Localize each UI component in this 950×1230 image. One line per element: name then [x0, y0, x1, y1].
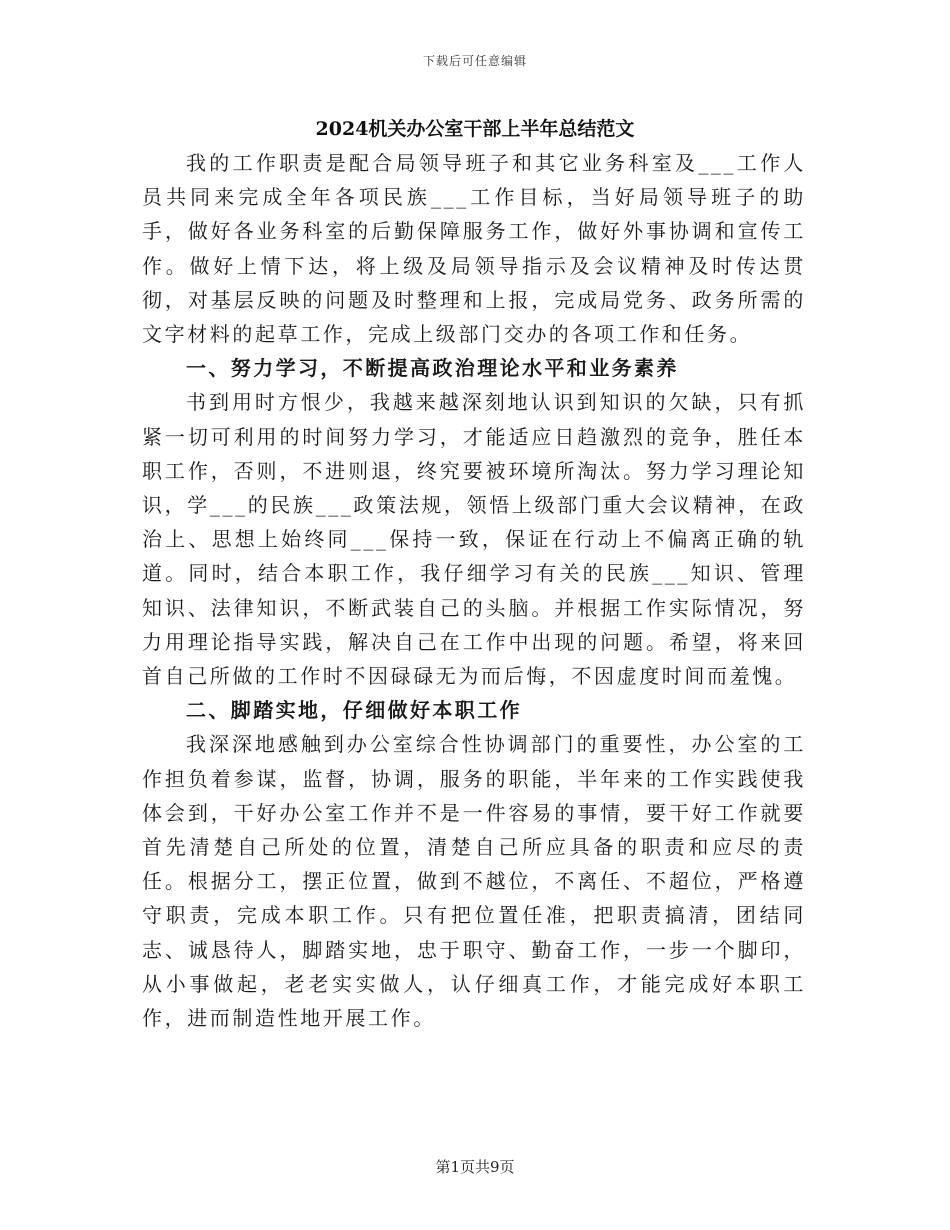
- section-1-heading: 一、努力学习，不断提高政治理论水平和业务素养: [186, 356, 679, 381]
- page-header-note: 下载后可任意编辑: [422, 54, 527, 68]
- section-1-paragraph: 书到用时方恨少，我越来越深刻地认识到知识的欠缺，只有抓紧一切可利用的时间努力学习，才能适应日趋激烈的竞争，胜任本职工作，否则，不进则退，终究要被环境所淘汰。努力学习理论知识，学___的民族___政策法规，领悟上级部门重大会议精神，在政治上、思想上始终同___保持一致，保证在行动上不偏离正确的轨道。同时，结合本职工作，我仔细学习有关的民族___知识、管理知识、法律知识，不断武装自己的头脑。并根据工作实际情况，努力用理论指导实践，解决自己在工作中出现的问题。希望，将来回首自己所做的工作时不因碌碌无为而后悔，不因虚度时间而羞愧。: [142, 390, 806, 689]
- section-2-paragraph: 我深深地感触到办公室综合性协调部门的重要性，办公室的工作担负着参谋，监督，协调，服务的职能，半年来的工作实践使我体会到，干好办公室工作并不是一件容易的事情，要干好工作就要首先清楚自己所处的位置，清楚自己所应具备的职责和应尽的责任。根据分工，摆正位置，做到不越位，不离任、不超位，严格遵守职责，完成本职工作。只有把位置任准，把职责搞清，团结同志、诚恳待人，脚踏实地，忠于职守、勤奋工作，一步一个脚印，从小事做起，老老实实做人，认仔细真工作，才能完成好本职工作，进而制造性地开展工作。: [142, 732, 806, 1031]
- document-title: 2024机关办公室干部上半年总结范文: [315, 118, 635, 140]
- page-number: 第1页共9页: [435, 1158, 515, 1176]
- section-2-heading: 二、脚踏实地，仔细做好本职工作: [186, 698, 522, 723]
- intro-paragraph: 我的工作职责是配合局领导班子和其它业务科室及___工作人员共同来完成全年各项民族___工作目标，当好局领导班子的助手，做好各业务科室的后勤保障服务工作，做好外事协调和宣传工作。做好上情下达，将上级及局领导指示及会议精神及时传达贯彻，对基层反映的问题及时整理和上报，完成局党务、政务所需的文字材料的起草工作，完成上级部门交办的各项工作和任务。: [142, 151, 806, 347]
- document-body: [142, 146, 806, 1035]
